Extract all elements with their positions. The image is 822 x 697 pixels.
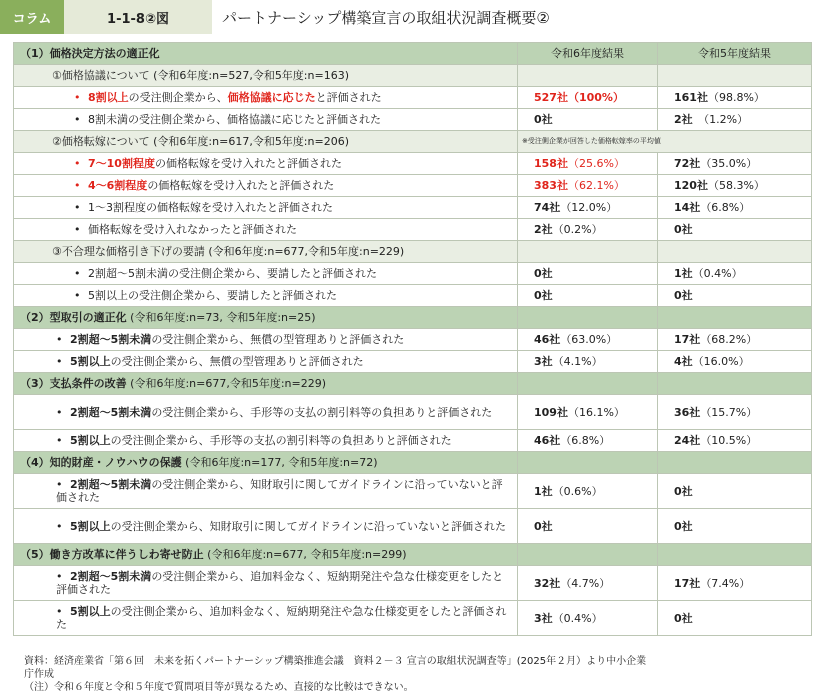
value-r6: 158社（25.6%）	[518, 153, 658, 175]
source-line-2: 庁作成	[24, 669, 54, 680]
value-r5: 0社	[658, 509, 812, 544]
row-label: • 2割超～5割未満の受注側企業から、追加料金なく、短納期発注や急な仕様変更をしたと評価された	[14, 566, 518, 601]
table-row	[14, 395, 812, 430]
subsection-1-1	[14, 65, 812, 87]
subsection-title: ③不合理な価格引き下げの要請 (令和6年度:n=677,令和5年度:n=229)	[14, 241, 518, 263]
table-row	[14, 153, 812, 175]
value-r5: 120社（58.3%）	[658, 175, 812, 197]
value-r6: 0社	[518, 263, 658, 285]
row-label: • 2割超～5割未満の受注側企業から、知財取引に関してガイドラインに沿っていないと評価された	[14, 474, 518, 509]
source-line-1: 資料：経済産業省「第６回 未来を拓くパートナーシップ構築推進会議 資料２－３ 宣言の取組状況調査等」(2025年２月）より中小企業	[24, 656, 647, 667]
table-row	[14, 601, 812, 636]
value-r6: 3社（0.4%）	[518, 601, 658, 636]
source-note	[24, 655, 814, 694]
column-header-r6: 令和6年度結果	[518, 43, 658, 65]
section-4-title: （4）知的財産・ノウハウの保護 (令和6年度:n=177, 令和5年度:n=72)	[14, 452, 518, 474]
value-r6: 383社（62.1%）	[518, 175, 658, 197]
value-r5: 14社（6.8%）	[658, 197, 812, 219]
value-r5: 4社（16.0%）	[658, 351, 812, 373]
figure-header	[0, 0, 822, 34]
section-4-header	[14, 452, 812, 474]
value-r6: 74社（12.0%）	[518, 197, 658, 219]
row-label: • 2割超～5割未満の受注側企業から、手形等の支払の割引料等の負担ありと評価された	[14, 395, 518, 430]
row-label: • 7～10割程度の価格転嫁を受け入れたと評価された	[14, 153, 518, 175]
row-label: • 4～6割程度の価格転嫁を受け入れたと評価された	[14, 175, 518, 197]
subsection-title: ①価格協議について (令和6年度:n=527,令和5年度:n=163)	[14, 65, 518, 87]
table-row	[14, 430, 812, 452]
row-label: • 5割以上の受注側企業から、要請したと評価された	[14, 285, 518, 307]
column-tag: コラム	[0, 0, 64, 34]
value-r5: 161社（98.8%）	[658, 87, 812, 109]
table-row	[14, 566, 812, 601]
value-r6: 1社（0.6%）	[518, 474, 658, 509]
value-r6: 109社（16.1%）	[518, 395, 658, 430]
value-r5: 2社 （1.2%）	[658, 109, 812, 131]
row-label: • 5割以上の受注側企業から、追加料金なく、短納期発注や急な仕様変更をしたと評価された	[14, 601, 518, 636]
bullet: •	[74, 91, 81, 104]
section-1-title: （1）価格決定方法の適正化	[14, 43, 518, 65]
table-row	[14, 329, 812, 351]
value-r6: 46社（6.8%）	[518, 430, 658, 452]
table-row	[14, 219, 812, 241]
value-r6: 2社（0.2%）	[518, 219, 658, 241]
value-r5: 36社（15.7%）	[658, 395, 812, 430]
value-r5: 72社（35.0%）	[658, 153, 812, 175]
average-note: ※受注側企業が回答した価格転嫁率の平均値	[518, 131, 812, 153]
value-r6: 527社（100%）	[518, 87, 658, 109]
row-label: • 2割超～5割未満の受注側企業から、無償の型管理ありと評価された	[14, 329, 518, 351]
value-r5: 1社（0.4%）	[658, 263, 812, 285]
row-label: • 1～3割程度の価格転嫁を受け入れたと評価された	[14, 197, 518, 219]
section-5-header	[14, 544, 812, 566]
section-3-header	[14, 373, 812, 395]
row-label: • 価格転嫁を受け入れなかったと評価された	[14, 219, 518, 241]
row-label: • 5割以上の受注側企業から、手形等の支払の割引料等の負担ありと評価された	[14, 430, 518, 452]
column-header-r5: 令和5年度結果	[658, 43, 812, 65]
row-label: • 5割以上の受注側企業から、無償の型管理ありと評価された	[14, 351, 518, 373]
table-row	[14, 509, 812, 544]
table-row	[14, 109, 812, 131]
section-1-header	[14, 43, 812, 65]
row-label: • 8割以上の受注側企業から、価格協議に応じたと評価された	[14, 87, 518, 109]
subsection-title: ②価格転嫁について (令和6年度:n=617,令和5年度:n=206)	[14, 131, 518, 153]
value-r6: 0社	[518, 509, 658, 544]
figure-number: 1-1-8②図	[64, 0, 212, 34]
value-r5: 0社	[658, 474, 812, 509]
value-r6: 32社（4.7%）	[518, 566, 658, 601]
table-row	[14, 351, 812, 373]
table-row	[14, 87, 812, 109]
value-r5: 0社	[658, 601, 812, 636]
source-footnote: （注）令和６年度と令和５年度で質問項目等が異なるため、直接的な比較はできない。	[24, 682, 414, 693]
table-row	[14, 175, 812, 197]
value-r5: 0社	[658, 285, 812, 307]
bullet: •	[74, 113, 81, 126]
table-row	[14, 285, 812, 307]
row-label: • 5割以上の受注側企業から、知財取引に関してガイドラインに沿っていないと評価された	[14, 509, 518, 544]
section-5-title: （5）働き方改革に伴うしわ寄せ防止 (令和6年度:n=677, 令和5年度:n=299)	[14, 544, 518, 566]
section-2-title: （2）型取引の適正化 (令和6年度:n=73, 令和5年度:n=25)	[14, 307, 518, 329]
subsection-1-2	[14, 131, 812, 153]
table-row	[14, 263, 812, 285]
row-label: • 2割超～5割未満の受注側企業から、要請したと評価された	[14, 263, 518, 285]
value-r5: 17社（7.4%）	[658, 566, 812, 601]
value-r5: 0社	[658, 219, 812, 241]
section-2-header	[14, 307, 812, 329]
table-row	[14, 474, 812, 509]
table-row	[14, 197, 812, 219]
value-r6: 3社（4.1%）	[518, 351, 658, 373]
value-r6: 0社	[518, 109, 658, 131]
value-r6: 46社（63.0%）	[518, 329, 658, 351]
subsection-1-3	[14, 241, 812, 263]
section-3-title: （3）支払条件の改善 (令和6年度:n=677,令和5年度:n=229)	[14, 373, 518, 395]
survey-table	[13, 42, 812, 636]
value-r5: 17社（68.2%）	[658, 329, 812, 351]
figure-title: パートナーシップ構築宣言の取組状況調査概要②	[222, 8, 550, 27]
value-r6: 0社	[518, 285, 658, 307]
value-r5: 24社（10.5%）	[658, 430, 812, 452]
row-label: • 8割未満の受注側企業から、価格協議に応じたと評価された	[14, 109, 518, 131]
